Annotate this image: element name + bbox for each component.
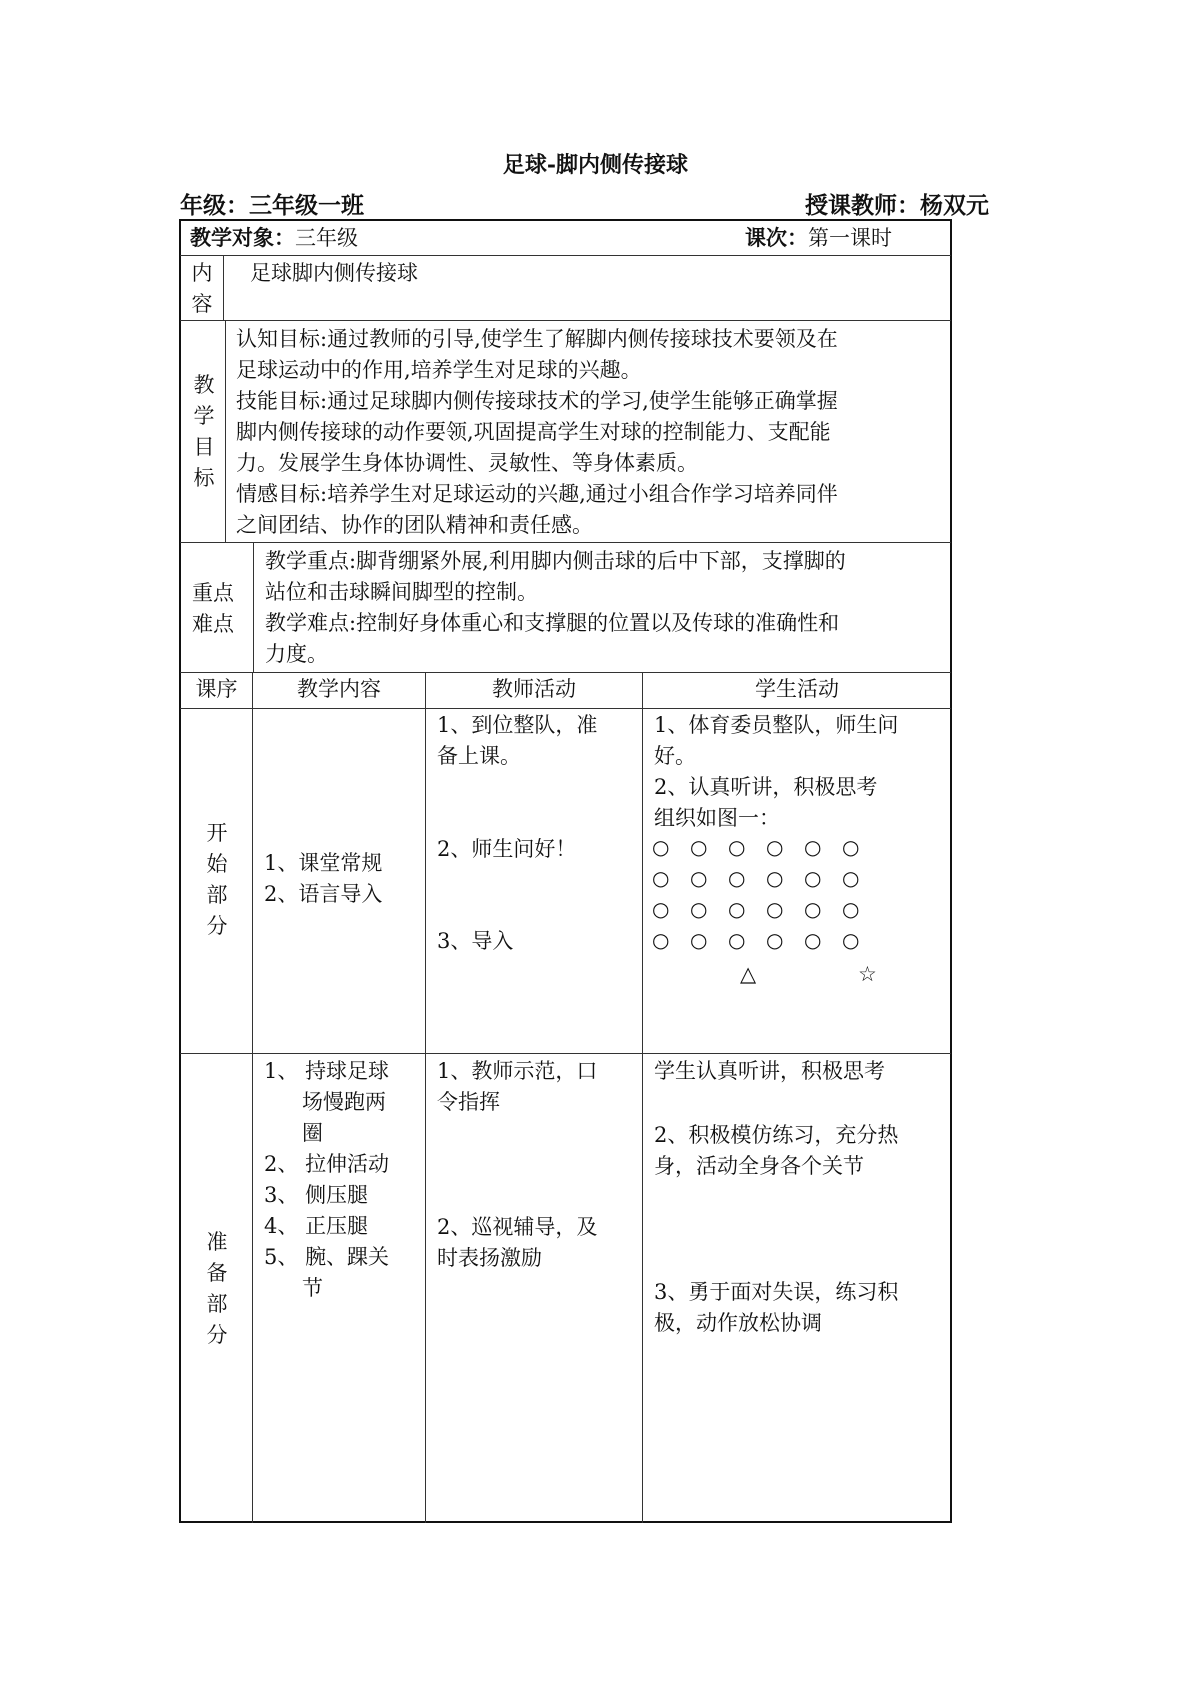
student-circle: ○ xyxy=(728,897,746,921)
row-divider xyxy=(180,542,951,543)
student-circle: ○ xyxy=(842,928,860,952)
student-circle: ○ xyxy=(690,928,708,952)
row-divider xyxy=(180,672,951,673)
section-start-teacher-b: 2、师生问好！ xyxy=(437,837,577,861)
row-divider xyxy=(180,1053,951,1054)
column-header-teacher: 教师活动 xyxy=(492,677,576,701)
section-prep-student-a: 学生认真听讲，积极思考 xyxy=(654,1059,885,1083)
section-start-teacher-c: 3、导入 xyxy=(437,929,514,953)
student-circle: ○ xyxy=(728,928,746,952)
formation-row xyxy=(652,928,880,952)
student-circle: ○ xyxy=(766,928,784,952)
column-header-student: 学生活动 xyxy=(755,677,839,701)
col-divider xyxy=(253,542,254,672)
section-prep-student-c: 3、勇于面对失误，练习积 极，动作放松协调 xyxy=(654,1280,899,1335)
student-circle: ○ xyxy=(652,866,670,890)
student-circle: ○ xyxy=(652,897,670,921)
student-circle: ○ xyxy=(690,835,708,859)
student-circle: ○ xyxy=(652,835,670,859)
student-circle: ○ xyxy=(842,835,860,859)
col-divider xyxy=(642,672,643,1523)
content-header: 内 容 xyxy=(191,261,213,316)
row-divider xyxy=(180,255,951,256)
section-prep-teacher-a: 1、教师示范，口 令指挥 xyxy=(437,1059,598,1114)
target-value: 三年级 xyxy=(295,226,358,250)
section-start-teacher-a: 1、到位整队，准 备上课。 xyxy=(437,713,598,768)
student-circle: ○ xyxy=(766,897,784,921)
section-prep-teacher-b: 2、巡视辅导，及 时表扬激励 xyxy=(437,1215,598,1270)
teacher-triangle-symbol: △ xyxy=(740,962,757,986)
section-start-name: 开 始 部 分 xyxy=(206,821,228,938)
section-start-student: 1、体育委员整队，师生问 好。 2、认真听讲，积极思考 组织如图一： xyxy=(654,713,899,830)
content-text: 足球脚内侧传接球 xyxy=(250,261,418,285)
formation-row xyxy=(652,897,880,921)
section-prep-content: 1、 持球足球 场慢跑两 圈 2、 拉伸活动 3、 侧压腿 4、 正压腿 5、 腕、踝关 节 xyxy=(264,1059,390,1300)
student-circle: ○ xyxy=(804,897,822,921)
student-circle: ○ xyxy=(804,928,822,952)
key-points-header: 重点 难点 xyxy=(192,581,234,636)
student-circle: ○ xyxy=(728,866,746,890)
section-start-content: 1、课堂常规 2、语言导入 xyxy=(264,851,383,906)
star-symbol: ☆ xyxy=(858,962,877,986)
target-row xyxy=(190,222,358,254)
formation-row xyxy=(652,866,880,890)
section-prep-student-b: 2、积极模仿练习，充分热 身，活动全身各个关节 xyxy=(654,1123,899,1178)
grade-label: 年级：三年级一班 xyxy=(180,192,364,219)
student-circle: ○ xyxy=(804,835,822,859)
column-header-content: 教学内容 xyxy=(297,677,381,701)
student-circle: ○ xyxy=(690,866,708,890)
document-title: 足球-脚内侧传接球 xyxy=(502,152,689,178)
column-header-order: 课序 xyxy=(195,677,238,701)
student-circle: ○ xyxy=(842,897,860,921)
section-prep-name: 准 备 部 分 xyxy=(206,1230,228,1347)
student-circle: ○ xyxy=(766,835,784,859)
col-divider xyxy=(225,320,226,542)
student-circle: ○ xyxy=(804,866,822,890)
col-divider xyxy=(252,672,253,1523)
objectives-header: 教 学 目 标 xyxy=(193,373,215,490)
student-circle: ○ xyxy=(842,866,860,890)
target-label: 教学对象： xyxy=(190,225,295,250)
col-divider xyxy=(425,672,426,1523)
objectives-text: 认知目标:通过教师的引导,使学生了解脚内侧传接球技术要领及在 足球运动中的作用,培养学生对足球的兴趣。 技能目标:通过足球脚内侧传接球技术的学习,使学生能够正确掌握 脚内侧传接球的动作要领,巩固提高学生对球的控制能力、支配能 力。发展学生身体协调性、灵敏性、等身体素质。 情感目标:培养学生对足球运动的兴趣,通过小组合作学习培养同伴 之间团结、协作的团队精神和责任感。 xyxy=(236,327,838,537)
lesson-row xyxy=(745,222,892,254)
key-points-text: 教学重点:脚背绷紧外展,利用脚内侧击球的后中下部，支撑脚的 站位和击球瞬间脚型的控制。 教学难点:控制好身体重心和支撑腿的位置以及传球的准确性和 力度。 xyxy=(265,549,846,666)
lesson-label: 课次： xyxy=(745,225,808,250)
col-divider xyxy=(223,255,224,320)
row-divider xyxy=(180,320,951,321)
student-circle: ○ xyxy=(652,928,670,952)
row-divider xyxy=(180,708,951,709)
formation-row xyxy=(652,835,880,859)
student-circle: ○ xyxy=(690,897,708,921)
lesson-value: 第一课时 xyxy=(808,226,892,250)
teacher-label: 授课教师：杨双元 xyxy=(805,192,989,219)
student-circle: ○ xyxy=(766,866,784,890)
student-circle: ○ xyxy=(728,835,746,859)
